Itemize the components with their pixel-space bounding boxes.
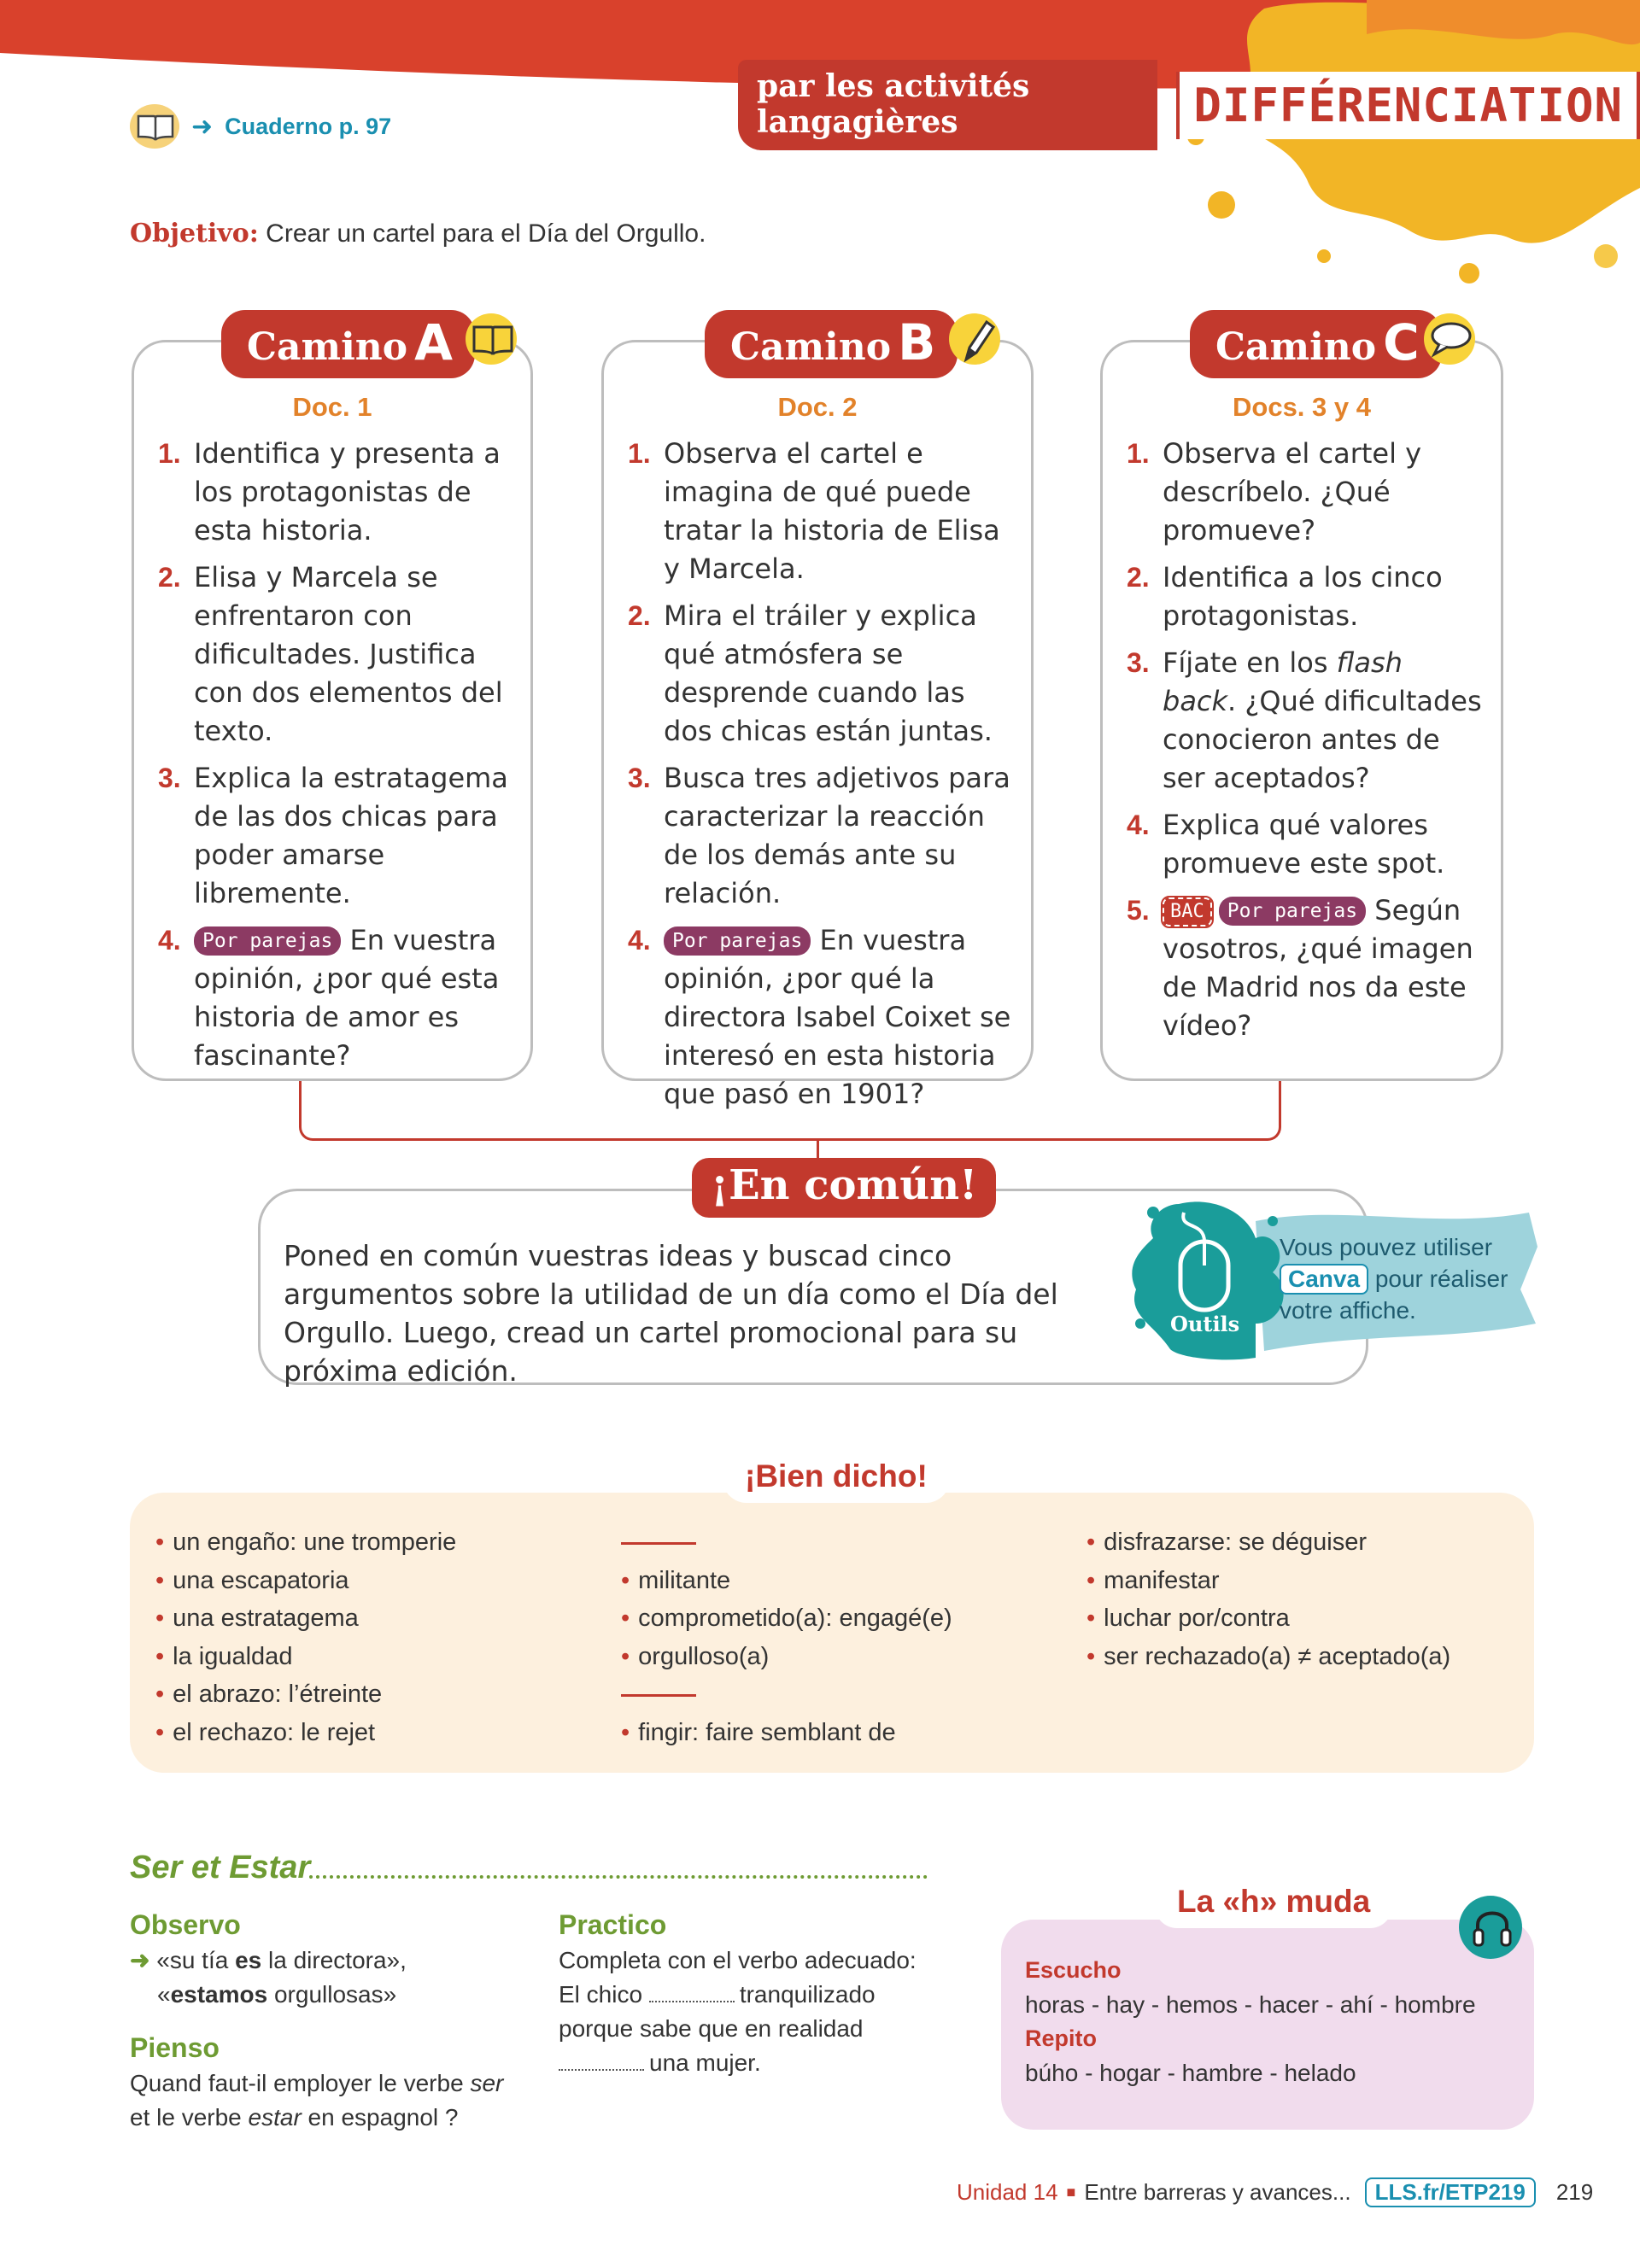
camino-b-doc: Doc. 2 xyxy=(777,392,858,422)
cuaderno-label[interactable]: Cuaderno p. 97 xyxy=(225,113,392,139)
repito-words: búho - hogar - hambre - helado xyxy=(1025,2060,1356,2086)
objetivo-text: Crear un cartel para el Día del Orgullo. xyxy=(266,219,706,248)
en-comun-text: Poned en común vuestras ideas y buscad cinco argumentos sobre la utilidad de un día como el Día del Orgullo. Luego, cread un cartel promocional para su próxima edición. xyxy=(284,1239,1058,1388)
camino-b-title: Camino B xyxy=(705,310,958,378)
square-bullet-icon: ■ xyxy=(1066,2183,1076,2201)
camino-c-title: Camino C xyxy=(1190,310,1442,378)
camino-a-doc: Doc. 1 xyxy=(292,392,372,422)
question-item: 4. Por parejas En vuestra opinión, ¿por qué esta historia de amor es fascinante? xyxy=(158,924,500,1072)
vocab-item: • el rechazo: le rejet xyxy=(155,1718,376,1746)
por-parejas-tag: Por parejas xyxy=(194,926,341,956)
question-item: 5. BAC Por parejas Según vosotros, ¿qué imagen de Madrid nos da este vídeo? xyxy=(1127,894,1473,1042)
page-number: 219 xyxy=(1555,2179,1594,2205)
vocab-col-1 xyxy=(155,1523,456,1751)
observo-heading: Observo xyxy=(130,1909,241,1940)
question-item: 4. Explica qué valores promueve este spot. xyxy=(1127,809,1445,880)
question-item: 3. Explica la estratagema de las dos chicas para poder amarse libremente. xyxy=(158,762,508,909)
practico-text: Completa con el verbo adecuado: El chico tranquilizado porque sabe que en realidad una mujer. xyxy=(559,1947,917,2076)
page-footer xyxy=(957,2177,1593,2207)
escucho-words: horas - hay - hemos - hacer - ahí - hombre xyxy=(1025,1991,1476,2018)
vocab-item: • manifestar xyxy=(1086,1566,1220,1594)
camino-a-card xyxy=(132,313,533,1081)
en-comun-title: ¡En común! xyxy=(692,1158,996,1218)
footer-unidad: Unidad 14 xyxy=(957,2179,1058,2205)
question-item: 1. Observa el cartel e imagina de qué puede tratar la historia de Elisa y Marcela. xyxy=(628,437,1000,585)
canva-link[interactable]: Canva xyxy=(1280,1264,1368,1295)
vocab-item: • el abrazo: l’étreinte xyxy=(155,1681,383,1708)
question-item: 2. Elisa y Marcela se enfrentaron con dificultades. Justifica con dos elementos del texto. xyxy=(158,561,503,747)
pencil-icon xyxy=(949,313,1000,365)
pienso-text: Quand faut-il employer le verbe ser et le verbe estar en espagnol ? xyxy=(130,2070,504,2131)
question-item: 2. Mira el tráiler y explica qué atmósfera se desprende cuando las dos chicas están juntas. xyxy=(628,599,993,747)
vocab-col-2 xyxy=(621,1523,952,1751)
repito-heading: Repito xyxy=(1025,2025,1097,2051)
blank-field[interactable] xyxy=(559,2069,644,2071)
cuaderno-reference[interactable] xyxy=(130,104,391,149)
camino-c-card xyxy=(1100,313,1503,1081)
blank-field[interactable] xyxy=(649,2001,735,2002)
dotted-rule xyxy=(309,1875,928,1879)
question-item: 4. Por parejas En vuestra opinión, ¿por qué la directora Isabel Coixet se interesó en esta historia que pasó en 1901? xyxy=(628,924,1011,1110)
vocab-item: • militante xyxy=(621,1566,731,1594)
arrow-right-icon: ➜ xyxy=(130,1947,150,1973)
bac-badge: BAC xyxy=(1163,897,1212,926)
vocab-item: • luchar por/contra xyxy=(1086,1605,1290,1632)
vocab-item: • ser rechazado(a) ≠ aceptado(a) xyxy=(1086,1642,1451,1670)
por-parejas-tag: Por parejas xyxy=(1219,897,1366,926)
book-icon xyxy=(466,313,517,365)
escucho-heading: Escucho xyxy=(1025,1957,1122,1983)
ser-estar-title: Ser et Estar xyxy=(130,1850,311,1885)
differenciation-banner xyxy=(738,60,1640,150)
bien-dicho-title: ¡Bien dicho! xyxy=(723,1452,950,1503)
headphones-icon[interactable] xyxy=(1459,1896,1522,1959)
activites-pill: par les activités langagières xyxy=(738,60,1157,150)
camino-b-card xyxy=(601,313,1034,1110)
question-item: 2. Identifica a los cinco protagonistas. xyxy=(1127,561,1443,632)
caminos-connector xyxy=(299,1081,1281,1141)
outils-text: Vous pouvez utiliser Canva pour réaliser votre affiche. xyxy=(1280,1234,1508,1324)
question-item: 1. Identifica y presenta a los protagonistas de esta historia. xyxy=(158,437,501,547)
footer-link[interactable]: LLS.fr/ETP219 xyxy=(1365,2177,1536,2207)
question-item: 1. Observa el cartel y descríbelo. ¿Qué promueve? xyxy=(1127,437,1422,547)
differenciation-title: DIFFÉRENCIATION xyxy=(1176,72,1640,139)
camino-c-doc: Docs. 3 y 4 xyxy=(1233,392,1371,422)
vocab-item: • una estratagema xyxy=(155,1605,359,1632)
vocab-divider xyxy=(621,1523,952,1562)
pienso-heading: Pienso xyxy=(130,2032,220,2063)
objetivo xyxy=(130,219,706,248)
footer-title: Entre barreras y avances... xyxy=(1084,2179,1351,2205)
vocab-item: • fingir: faire semblant de xyxy=(621,1718,896,1746)
question-item: 3. Busca tres adjetivos para caracterizar la reacción de los demás ante su relación. xyxy=(628,762,1010,909)
vocab-item: • una escapatoria xyxy=(155,1566,349,1594)
por-parejas-tag: Por parejas xyxy=(664,926,811,956)
objetivo-label: Objetivo: xyxy=(130,219,259,248)
arrow-right-icon: ➜ xyxy=(191,111,214,142)
h-muda-title: La «h» muda xyxy=(1155,1879,1392,1928)
camino-a-title: Camino A xyxy=(221,310,475,378)
vocab-col-3 xyxy=(1086,1523,1450,1675)
speech-bubble-icon xyxy=(1424,313,1475,365)
vocab-item: • la igualdad xyxy=(155,1642,293,1670)
book-icon xyxy=(130,104,179,149)
vocab-divider xyxy=(621,1675,952,1714)
outils-label: Outils xyxy=(1170,1312,1240,1336)
observo-text: ➜ «su tía es la directora», «estamos orgullosas» xyxy=(130,1947,407,2008)
vocab-item: • comprometido(a): engagé(e) xyxy=(621,1605,952,1632)
practico-heading: Practico xyxy=(559,1909,667,1940)
h-muda-box xyxy=(1001,1920,1534,2130)
vocab-item: • disfrazarse: se déguiser xyxy=(1086,1529,1368,1556)
vocab-item: • un engaño: une tromperie xyxy=(155,1529,457,1556)
vocab-item: • orgulloso(a) xyxy=(621,1642,770,1670)
question-item: 3. Fíjate en los flash back. ¿Qué dificultades conocieron antes de ser aceptados? xyxy=(1127,646,1482,794)
